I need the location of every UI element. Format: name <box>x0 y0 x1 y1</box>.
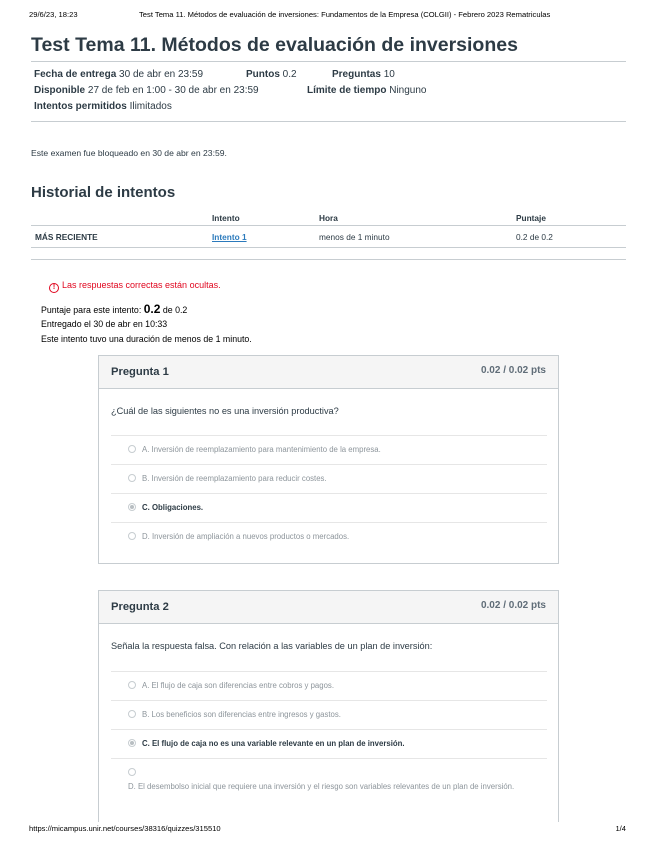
question-header <box>99 356 558 389</box>
available-value: 27 de feb en 1:00 - 30 de abr en 23:59 <box>87 85 259 96</box>
divider <box>31 259 626 260</box>
due-value: 30 de abr en 23:59 <box>119 69 204 80</box>
radio-button[interactable] <box>128 681 136 689</box>
answer-label: A. Inversión de reemplazamiento para mantenimiento de la empresa. <box>142 445 381 454</box>
radio-button[interactable] <box>128 445 136 453</box>
answer-option[interactable] <box>111 700 547 729</box>
available-meta <box>34 85 259 96</box>
attempts-label: Intentos permitidos <box>34 101 127 112</box>
answer-divider <box>111 493 547 494</box>
score-suffix: de 0.2 <box>162 305 188 315</box>
attempts-value: Ilimitados <box>129 101 172 112</box>
question-points: 0.02 / 0.02 pts <box>480 365 546 376</box>
answer-label: C. Obligaciones. <box>142 503 204 512</box>
row-time: menos de 1 minuto <box>319 232 390 242</box>
duration-text: Este intento tuvo una duración de menos de 1 minuto. <box>41 334 252 344</box>
points-label: Puntos <box>246 69 280 80</box>
answer-label: B. Inversión de reemplazamiento para reducir costes. <box>142 474 327 483</box>
page-title: Test Tema 11. Métodos de evaluación de inversiones <box>31 34 518 56</box>
radio-button[interactable] <box>128 710 136 718</box>
score-prefix: Puntaje para este intento: <box>41 305 142 315</box>
divider <box>31 61 626 62</box>
time-limit-meta <box>307 85 427 96</box>
answer-option[interactable] <box>111 435 547 464</box>
row-label: MÁS RECIENTE <box>35 232 98 242</box>
answer-label: A. El flujo de caja son diferencias entre cobros y pagos. <box>142 681 334 690</box>
answer-option-selected[interactable] <box>111 493 547 522</box>
answer-option[interactable] <box>111 464 547 493</box>
question-points: 0.02 / 0.02 pts <box>480 600 546 611</box>
radio-button-selected[interactable] <box>128 739 136 747</box>
print-datetime: 29/6/23, 18:23 <box>29 10 78 19</box>
answer-divider <box>111 435 547 436</box>
question-header <box>99 591 558 624</box>
due-label: Fecha de entrega <box>34 69 117 80</box>
answer-divider <box>111 671 547 672</box>
table-header-row <box>31 209 626 225</box>
attempt-link[interactable]: Intento 1 <box>212 232 247 242</box>
answer-divider <box>111 522 547 523</box>
header-score: Puntaje <box>516 213 546 223</box>
header-time: Hora <box>319 213 338 223</box>
page-number: 1/4 <box>615 824 626 833</box>
radio-button[interactable] <box>128 474 136 482</box>
question-text: Señala la respuesta falsa. Con relación a las variables de un plan de inversión: <box>111 641 433 651</box>
divider <box>31 121 626 122</box>
question-text: ¿Cuál de las siguientes no es una inversión productiva? <box>111 406 339 416</box>
answer-divider <box>111 758 547 759</box>
available-label: Disponible <box>34 85 86 96</box>
time-limit-value: Ninguno <box>389 85 427 96</box>
questions-meta <box>332 69 395 80</box>
answer-label: D. Inversión de ampliación a nuevos productos o mercados. <box>142 532 350 541</box>
attempts-meta <box>34 101 172 112</box>
row-score: 0.2 de 0.2 <box>516 232 553 242</box>
score-summary <box>41 302 187 316</box>
question-card <box>98 590 559 822</box>
score-value: 0.2 <box>143 302 161 316</box>
time-limit-label: Límite de tiempo <box>307 85 387 96</box>
answer-label: B. Los beneficios son diferencias entre ingresos y gastos. <box>142 710 341 719</box>
submitted-text: Entregado el 30 de abr en 10:33 <box>41 319 168 329</box>
print-document-title: Test Tema 11. Métodos de evaluación de inversiones: Fundamentos de la Empresa (COLGII) - Febrero 2023 Rematriculas <box>139 10 551 19</box>
locked-message: Este examen fue bloqueado en 30 de abr en 23:59. <box>31 148 227 158</box>
answer-label: D. El desembolso inicial que requiere una inversión y el riesgo son variables relevantes de un plan de inversión. <box>128 782 515 791</box>
radio-button[interactable] <box>128 768 136 776</box>
table-divider <box>31 225 626 226</box>
answer-option-selected[interactable] <box>111 729 547 758</box>
answer-label: C. El flujo de caja no es una variable relevante en un plan de inversión. <box>142 739 405 748</box>
page-url: https://micampus.unir.net/courses/38316/quizzes/315510 <box>29 824 221 833</box>
question-title: Pregunta 2 <box>111 601 169 613</box>
points-meta <box>246 69 297 80</box>
question-card <box>98 355 559 564</box>
radio-button[interactable] <box>128 532 136 540</box>
answer-option[interactable] <box>111 671 547 700</box>
header-attempt: Intento <box>212 213 240 223</box>
quiz-meta-row-1 <box>34 69 203 80</box>
warning-text: Las respuestas correctas están ocultas. <box>62 280 221 290</box>
radio-button-selected[interactable] <box>128 503 136 511</box>
answer-option[interactable] <box>111 758 547 806</box>
points-value: 0.2 <box>282 69 297 80</box>
history-title: Historial de intentos <box>31 184 176 201</box>
hidden-answers-warning <box>49 280 221 293</box>
answer-divider <box>111 464 547 465</box>
questions-label: Preguntas <box>332 69 381 80</box>
answer-divider <box>111 700 547 701</box>
question-title: Pregunta 1 <box>111 366 169 378</box>
answer-option[interactable] <box>111 522 547 551</box>
questions-value: 10 <box>383 69 395 80</box>
warning-icon: ! <box>49 283 59 293</box>
table-row <box>31 227 626 247</box>
answer-divider <box>111 729 547 730</box>
table-divider <box>31 247 626 248</box>
